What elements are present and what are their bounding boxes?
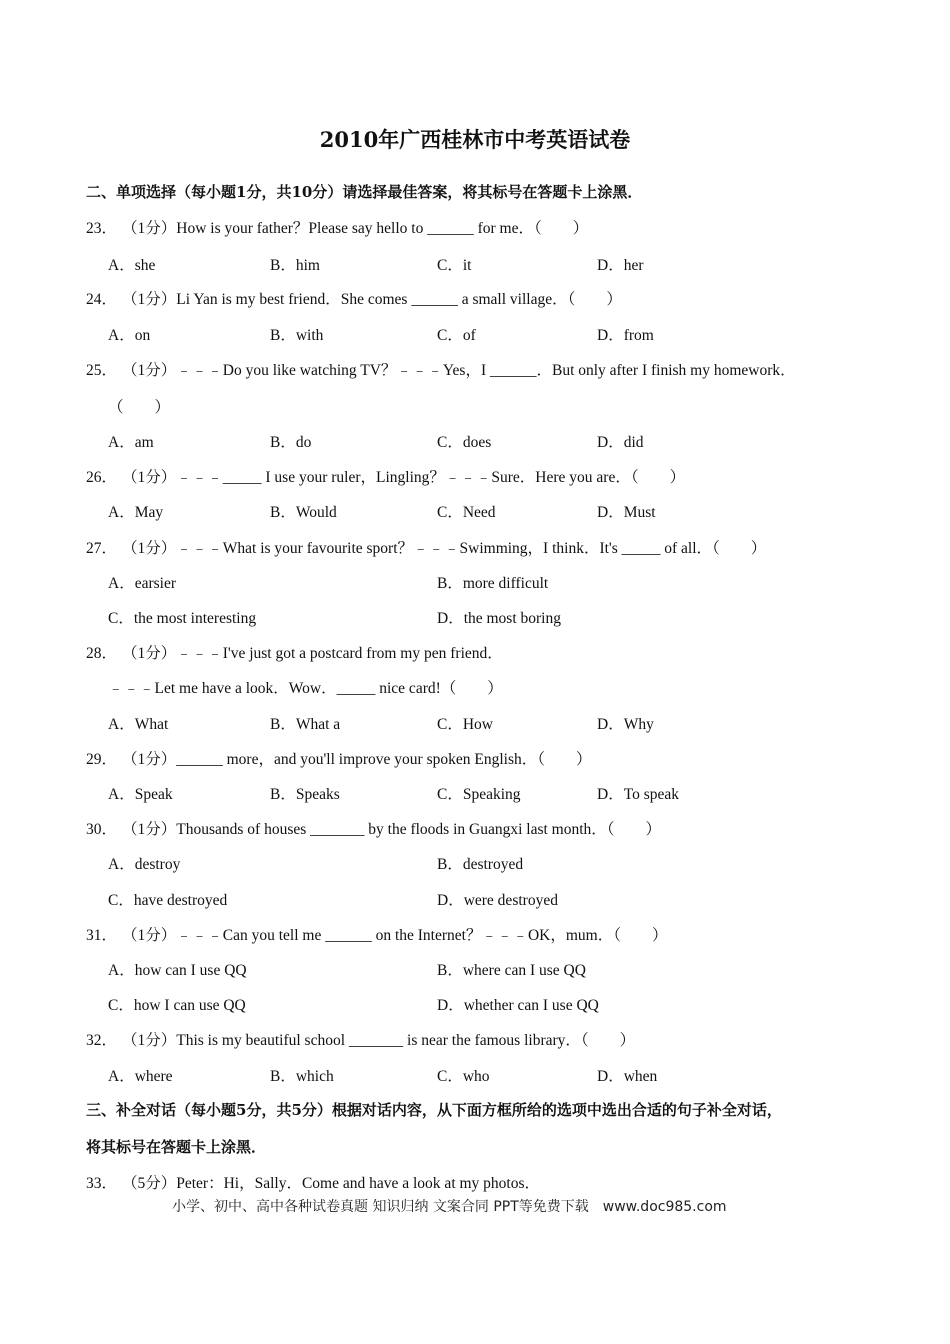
option-c: C．of — [437, 327, 476, 344]
option-a: A．earsier — [108, 575, 176, 592]
question-text: （1分）﹣﹣﹣I've just got a postcard from my pen friend． — [122, 645, 503, 662]
option-d: D．when — [597, 1068, 658, 1085]
option-d: D．from — [597, 327, 654, 344]
question-number: 25． — [86, 362, 118, 379]
question-25 — [86, 358, 886, 380]
question-continuation: ﹣﹣﹣Let me have a look．Wow．_____ nice card!（ ） — [108, 680, 503, 697]
question-30 — [86, 817, 886, 839]
option-b: B．Would — [270, 504, 337, 521]
question-text: （5分）Peter：Hi，Sally．Come and have a look at my photos． — [122, 1175, 541, 1192]
option-a: A．where — [108, 1068, 173, 1085]
option-a: A．May — [108, 504, 164, 521]
question-number: 23． — [86, 220, 118, 237]
question-number: 30． — [86, 821, 118, 838]
option-c: C．it — [437, 257, 472, 274]
option-a: A．What — [108, 716, 169, 733]
option-b: B．do — [270, 434, 312, 451]
option-b: B．What a — [270, 716, 341, 733]
question-number: 24． — [86, 291, 118, 308]
question-continuation: （ ） — [108, 399, 171, 416]
option-b: B．destroyed — [437, 856, 524, 873]
option-a: A．on — [108, 327, 151, 344]
section-3-heading-continued: 将其标号在答题卡上涂黑． — [86, 1138, 267, 1156]
question-number: 28． — [86, 645, 118, 662]
option-d: D．the most boring — [437, 610, 561, 627]
section-2-heading: 二、单项选择（每小题1分，共10分）请选择最佳答案，将其标号在答题卡上涂黑． — [86, 183, 643, 201]
option-a: A．how can I use QQ — [108, 962, 247, 979]
option-d: D．Must — [597, 504, 656, 521]
option-d: D．To speak — [597, 786, 679, 803]
question-27 — [86, 536, 886, 558]
question-23 — [86, 216, 886, 238]
question-text: （1分）﹣﹣﹣Do you like watching TV？﹣﹣﹣Yes，I ______．But only after I finish my homework． — [122, 362, 796, 379]
question-29 — [86, 747, 886, 769]
option-a: A．Speak — [108, 786, 173, 803]
question-26 — [86, 465, 886, 487]
option-b: B．him — [270, 257, 320, 274]
question-28 — [86, 641, 886, 663]
option-c: C．Speaking — [437, 786, 521, 803]
question-text: （1分）﹣﹣﹣_____ I use your ruler，Lingling？﹣﹣﹣Sure．Here you are．（ ） — [122, 469, 686, 486]
option-a: A．am — [108, 434, 154, 451]
option-c: C．Need — [437, 504, 496, 521]
question-text: （1分）______ more，and you'll improve your spoken English．（ ） — [122, 751, 592, 768]
footer-watermark: 小学、初中、高中各种试卷真题 知识归纳 文案合同 PPT等免费下载 www.doc985.com — [172, 1199, 727, 1215]
question-text: （1分）﹣﹣﹣What is your favourite sport？﹣﹣﹣Swimming，I think．It's _____ of all．（ ） — [122, 540, 767, 557]
option-d: D．Why — [597, 716, 654, 733]
section-3-heading: 三、补全对话（每小题5分，共5分）根据对话内容，从下面方框所给的选项中选出合适的句子补全对话， — [86, 1101, 782, 1119]
option-d: D．did — [597, 434, 644, 451]
question-number: 29． — [86, 751, 118, 768]
option-b: B．with — [270, 327, 324, 344]
option-c: C．How — [437, 716, 493, 733]
question-text: （1分）﹣﹣﹣Can you tell me ______ on the Internet？﹣﹣﹣OK，mum．（ ） — [122, 927, 668, 944]
option-a: A．destroy — [108, 856, 181, 873]
page-title: 2010年广西桂林市中考英语试卷 — [319, 127, 631, 152]
option-a: A．she — [108, 257, 156, 274]
option-b: B．Speaks — [270, 786, 340, 803]
question-33 — [86, 1171, 886, 1193]
option-c: C．how I can use QQ — [108, 997, 246, 1014]
option-b: B．more difficult — [437, 575, 549, 592]
option-c: C．have destroyed — [108, 892, 228, 909]
question-text: （1分）Thousands of houses _______ by the floods in Guangxi last month．（ ） — [122, 821, 662, 838]
question-number: 33． — [86, 1175, 118, 1192]
option-d: D．were destroyed — [437, 892, 558, 909]
question-31 — [86, 923, 886, 945]
option-b: B．where can I use QQ — [437, 962, 586, 979]
option-b: B．which — [270, 1068, 334, 1085]
question-text: （1分）How is your father？Please say hello to ______ for me．（ ） — [122, 220, 589, 237]
option-c: C．the most interesting — [108, 610, 257, 627]
question-24 — [86, 287, 886, 309]
option-d: D．whether can I use QQ — [437, 997, 599, 1014]
option-c: C．does — [437, 434, 492, 451]
option-c: C．who — [437, 1068, 490, 1085]
question-text: （1分）This is my beautiful school _______ is near the famous library．（ ） — [122, 1032, 636, 1049]
question-text: （1分）Li Yan is my best friend．She comes ______ a small village．（ ） — [122, 291, 622, 308]
question-number: 26． — [86, 469, 118, 486]
question-number: 27． — [86, 540, 118, 557]
option-d: D．her — [597, 257, 644, 274]
question-32 — [86, 1028, 886, 1050]
question-number: 31． — [86, 927, 118, 944]
question-number: 32． — [86, 1032, 118, 1049]
